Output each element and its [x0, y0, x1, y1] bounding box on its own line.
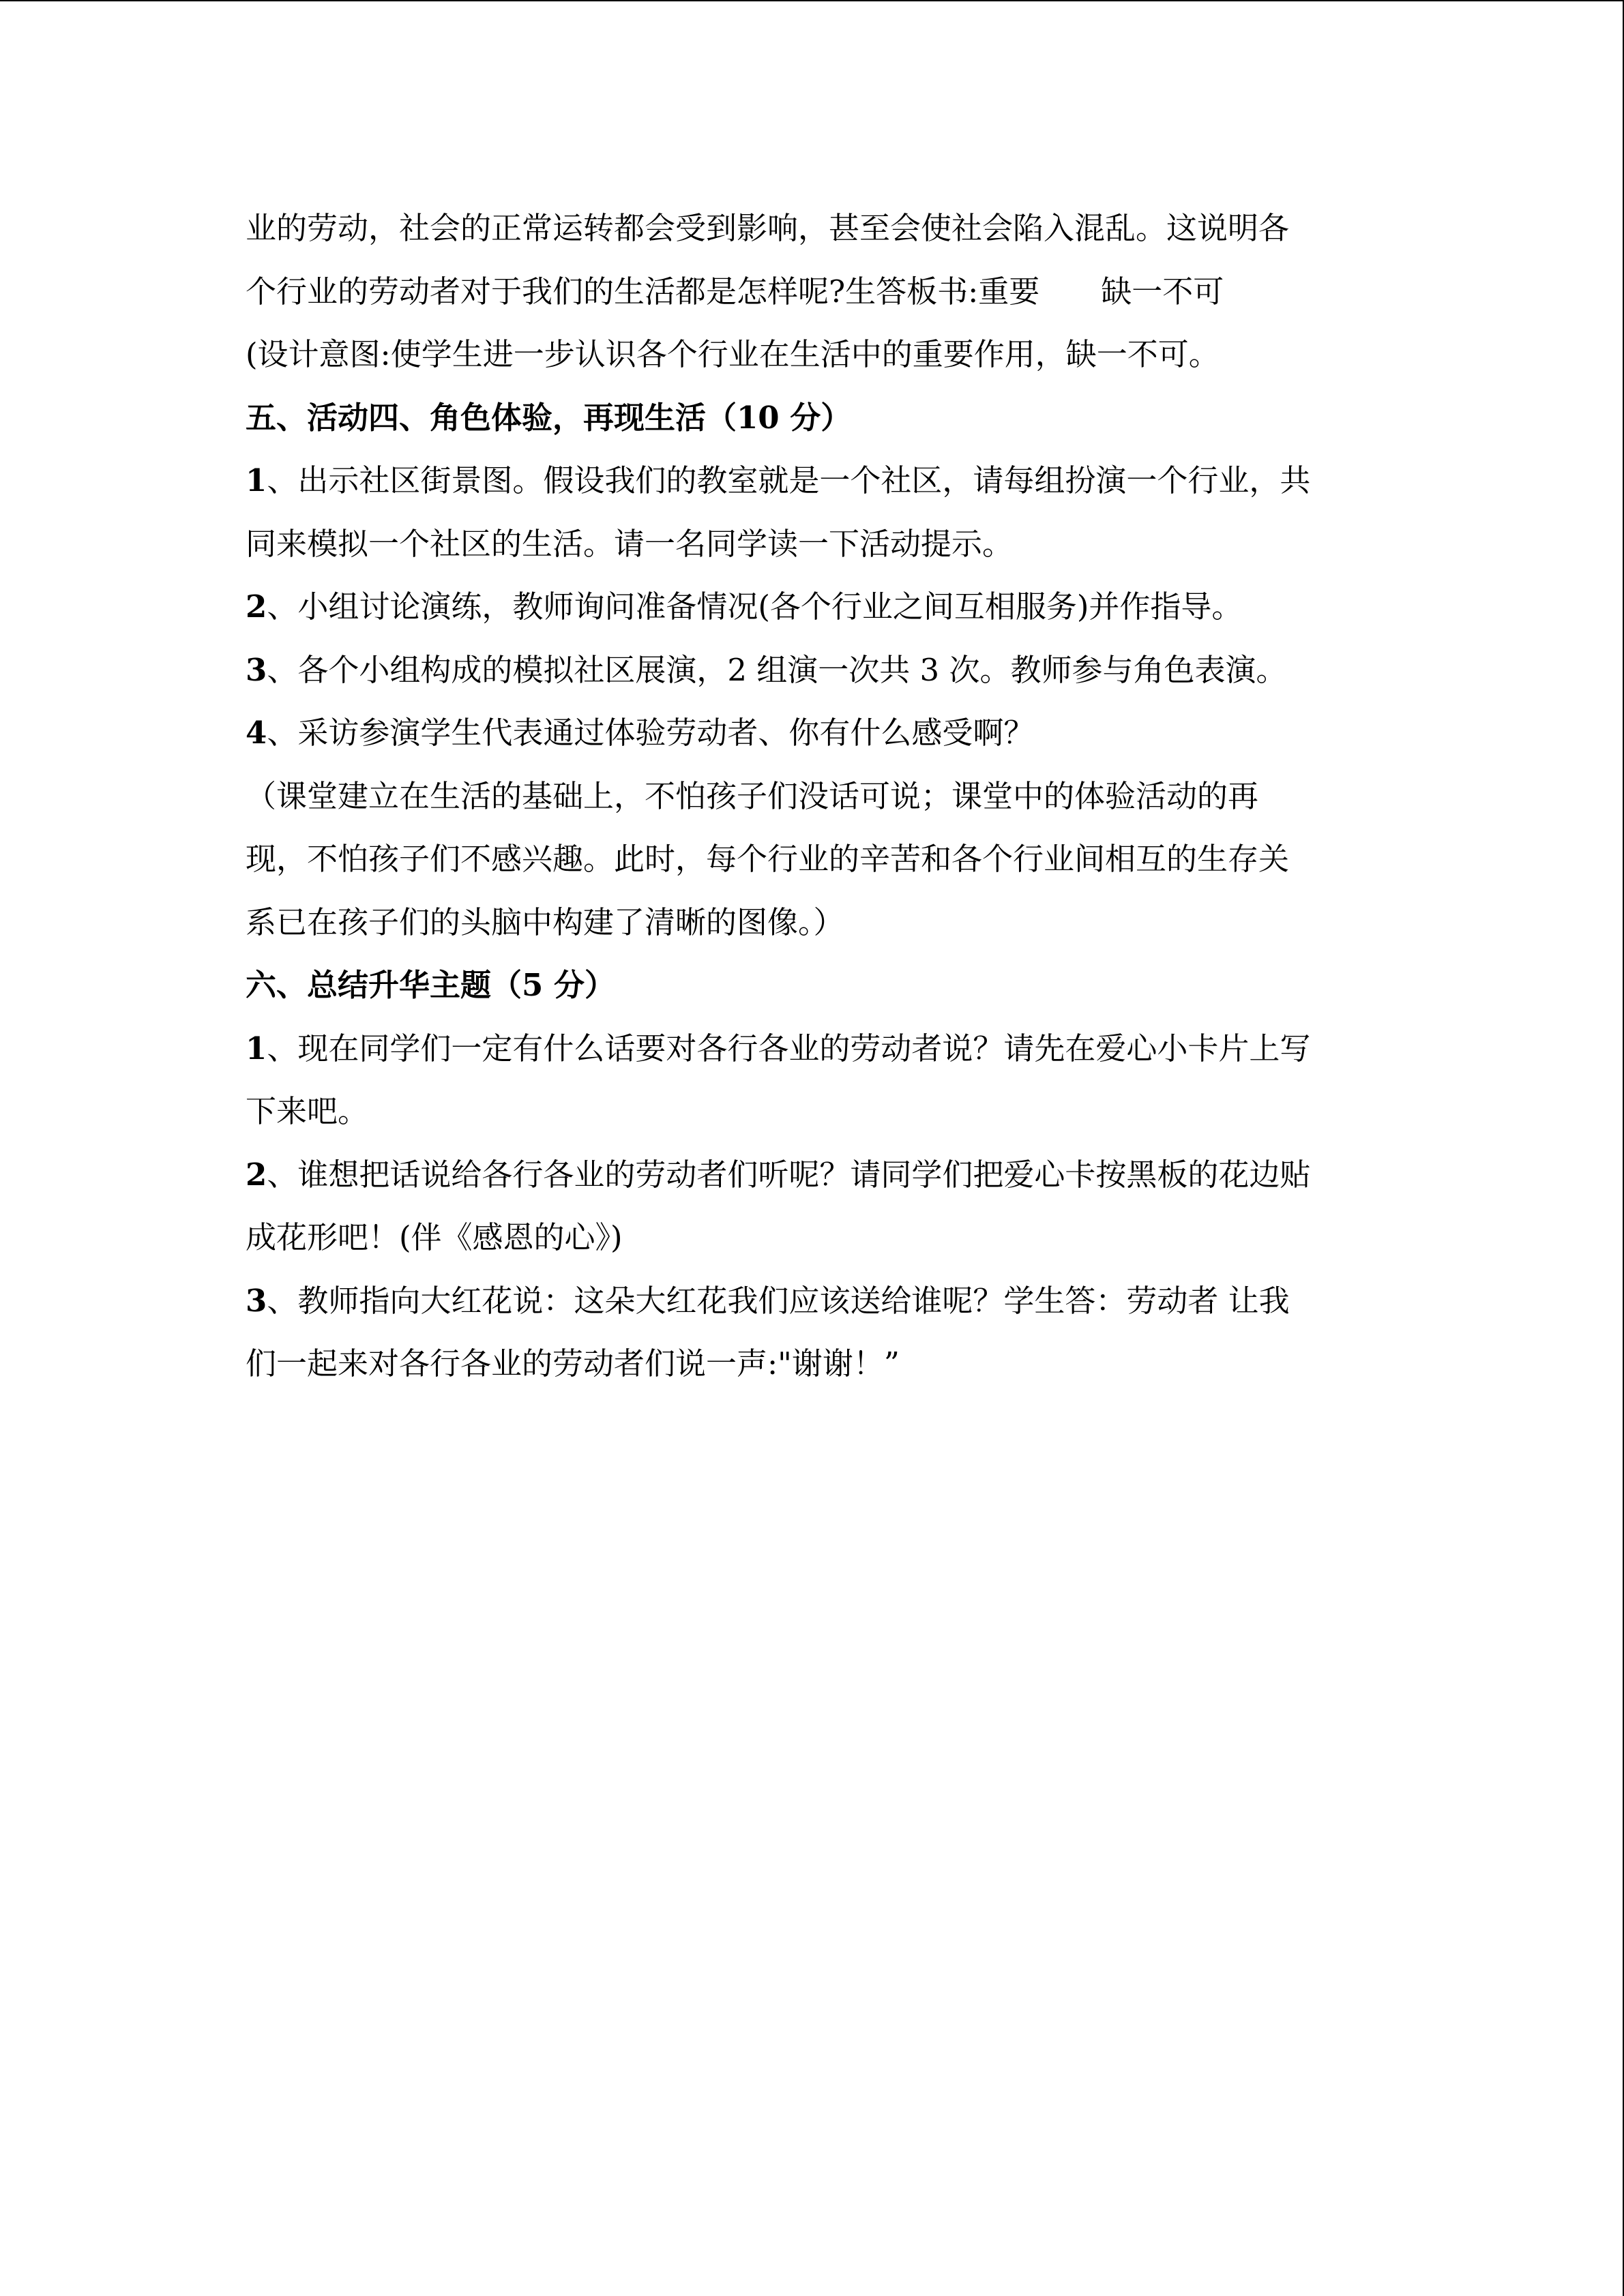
item-number: 2	[246, 588, 267, 625]
paragraph-line	[246, 513, 1378, 576]
line-text: （课堂建立在生活的基础上，不怕孩子们没话可说；课堂中的体验活动的再	[246, 777, 1259, 814]
section-heading-summary	[246, 954, 1378, 1017]
line-text: 现，不怕孩子们不感兴趣。此时，每个行业的辛苦和各个行业间相互的生存关	[246, 841, 1290, 877]
item-number: 2	[246, 1156, 267, 1193]
paragraph-line	[246, 765, 1378, 829]
paragraph-line	[246, 260, 1378, 324]
document-body	[246, 197, 1378, 1396]
line-text: (设计意图:使学生进一步认识各个行业在生活中的重要作用，缺一不可。	[246, 336, 1220, 372]
list-item-line	[246, 1270, 1378, 1333]
line-text: 系已在孩子们的头脑中构建了清晰的图像。）	[246, 904, 844, 940]
item-number: 1	[246, 462, 267, 498]
line-text: 、出示社区街景图。假设我们的教室就是一个社区，请每组扮演一个行业，共	[267, 462, 1311, 498]
line-text: 同来模拟一个社区的生活。请一名同学读一下活动提示。	[246, 525, 1014, 562]
line-text: 们一起来对各行各业的劳动者们说一声:"谢谢！”	[246, 1345, 900, 1382]
list-item-line	[246, 1144, 1378, 1207]
list-item-line	[246, 449, 1378, 513]
paragraph-line	[246, 1206, 1378, 1270]
line-text: 、采访参演学生代表通过体验劳动者、你有什么感受啊？	[267, 715, 1035, 751]
list-item-line	[246, 639, 1378, 702]
list-item-line	[246, 576, 1378, 639]
line-text: 、教师指向大红花说：这朵大红花我们应该送给谁呢？学生答：劳动者 让我	[267, 1282, 1290, 1319]
item-number: 4	[246, 715, 267, 751]
line-text: 业的劳动，社会的正常运转都会受到影响，甚至会使社会陷入混乱。这说明各	[246, 210, 1290, 246]
line-text: 、现在同学们一定有什么话要对各行各业的劳动者说？请先在爱心小卡片上写	[267, 1030, 1311, 1067]
paragraph-line	[246, 1332, 1378, 1396]
line-text: 、各个小组构成的模拟社区展演，2 组演一次共 3 次。教师参与角色表演。	[267, 651, 1287, 688]
paragraph-line	[246, 891, 1378, 955]
line-text: 下来吧。	[246, 1093, 369, 1129]
paragraph-line	[246, 323, 1378, 387]
line-text: 成花形吧！(伴《感恩的心》)	[246, 1219, 623, 1255]
heading-text: 五、活动四、角色体验，再现生活（10 分）	[246, 399, 852, 436]
list-item-line	[246, 702, 1378, 765]
list-item-line	[246, 1017, 1378, 1081]
item-number: 3	[246, 1282, 267, 1319]
paragraph-line	[246, 197, 1378, 260]
paragraph-line	[246, 828, 1378, 891]
item-number: 3	[246, 651, 267, 688]
line-text: 个行业的劳动者对于我们的生活都是怎样呢?生答板书:重要 缺一不可	[246, 273, 1224, 310]
item-number: 1	[246, 1030, 267, 1067]
line-text: 、小组讨论演练，教师询问准备情况(各个行业之间互相服务)并作指导。	[267, 588, 1243, 625]
paragraph-line	[246, 1080, 1378, 1144]
heading-text: 六、总结升华主题（5 分）	[246, 967, 615, 1003]
line-text: 、谁想把话说给各行各业的劳动者们听呢？请同学们把爱心卡按黑板的花边贴	[267, 1156, 1311, 1193]
section-heading-activity-four	[246, 387, 1378, 450]
